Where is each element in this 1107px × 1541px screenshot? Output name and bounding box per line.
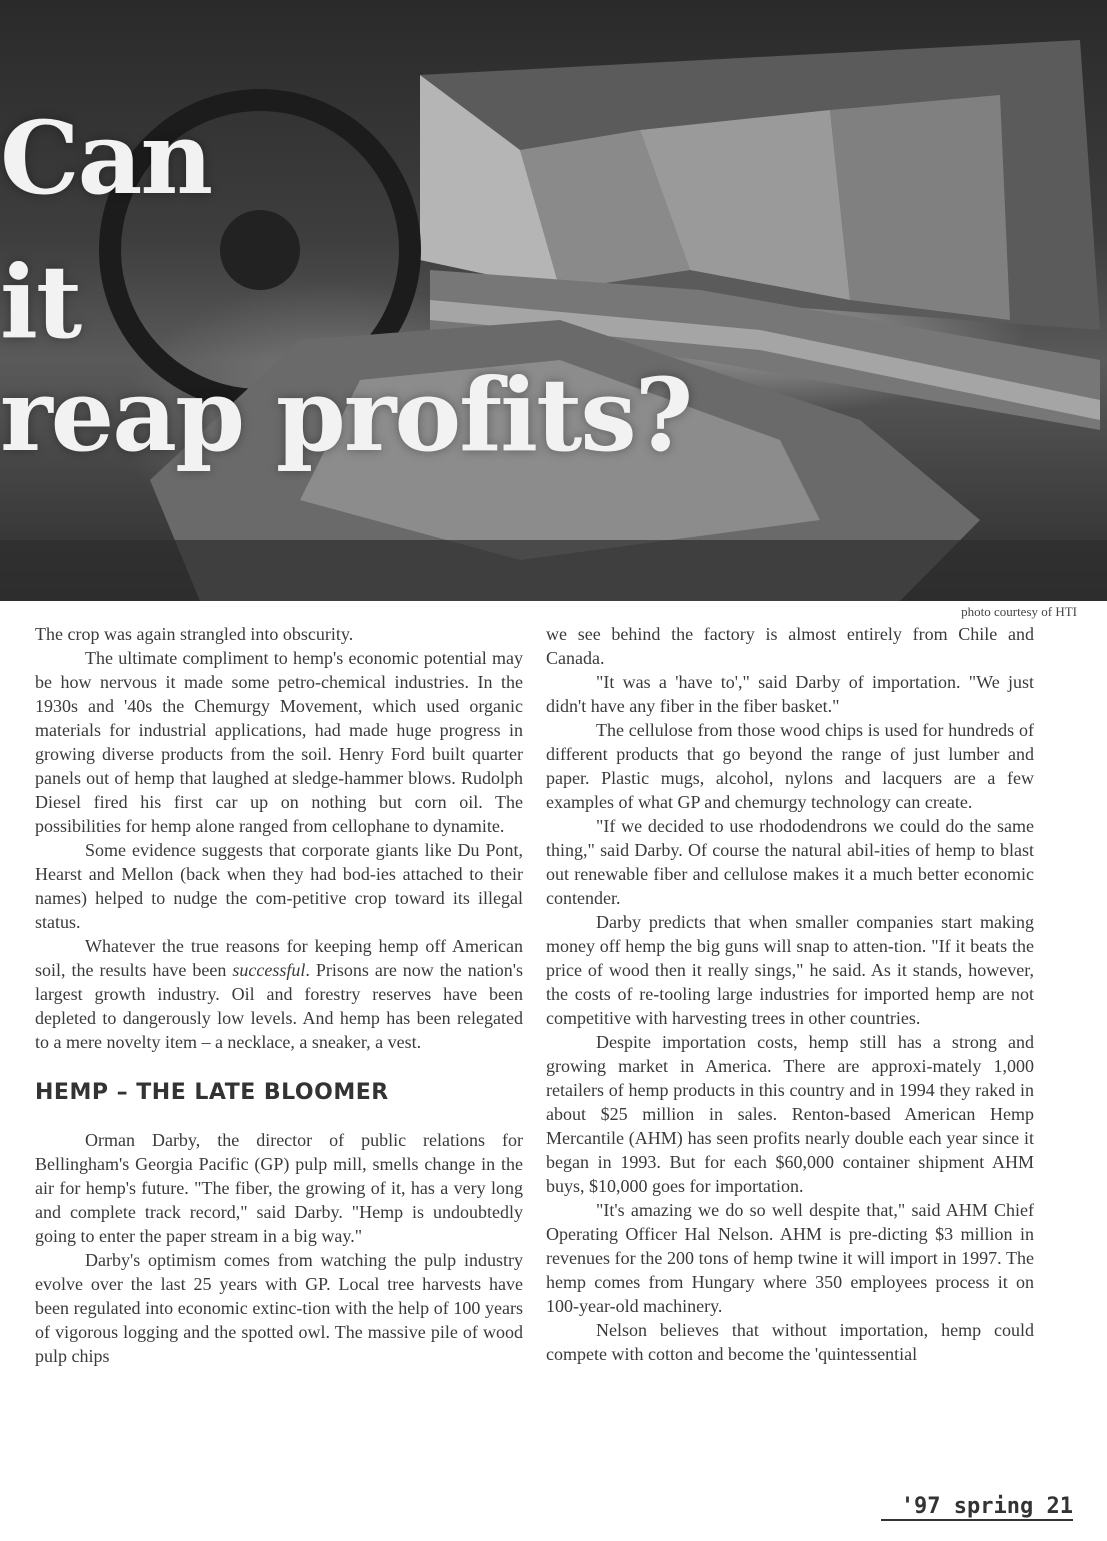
paragraph: Orman Darby, the director of public relations for Bellingham's Georgia Pacific (GP) pulp mill, smells change in the air for hemp's future. "The fiber, the growing of it, has a very long and complete track record," said Darby. "Hemp is undoubtedly going to enter the paper stream in a big way." — [35, 1130, 523, 1246]
headline-line-3: reap profits? — [0, 356, 692, 474]
page-folio: '97 spring 21 — [881, 1494, 1073, 1521]
harvester-illustration — [0, 0, 1107, 601]
section-heading: HEMP – THE LATE BLOOMER — [35, 1080, 389, 1105]
paragraph: Despite importation costs, hemp still has a strong and growing market in America. There are approxi-mately 1,000 retailers of hemp products in this country and in 1994 they raked in about $25 million in sales. Renton-based American Hemp Mercantile (AHM) has seen profits nearly double each year since it began in 1993. But for each $60,000 container shipment AHM buys, $10,000 goes for importation. — [546, 1032, 1034, 1196]
photo-credit: photo courtesy of HTI — [961, 604, 1077, 619]
paragraph: Darby predicts that when smaller companies start making money off hemp the big guns will snap to atten-tion. "If it beats the price of wood then it really sings," he said. As it stands, however, the costs of re-tooling large industries for imported hemp are not competitive with harvesting trees in other countries. — [546, 912, 1034, 1028]
paragraph: The cellulose from those wood chips is used for hundreds of different products that go beyond the range of just lumber and paper. Plastic mugs, alcohol, nylons and lacquers are a few examples of what GP and chemurgy technology can create. — [546, 720, 1034, 812]
headline-line-1: Can — [0, 99, 212, 217]
left-column — [35, 622, 523, 1368]
headline-line-2: it — [0, 243, 81, 361]
paragraph: "It was a 'have to'," said Darby of importation. "We just didn't have any fiber in the fiber basket." — [546, 672, 1034, 716]
paragraph: "It's amazing we do so well despite that," said AHM Chief Operating Officer Hal Nelson. AHM is pre-dicting $3 million in revenues for the 200 tons of hemp twine it will import in 1997. The hemp comes from Hungary where 350 employees process it on 100-year-old machinery. — [546, 1200, 1034, 1316]
paragraph: The crop was again strangled into obscurity. — [35, 624, 354, 644]
paragraph-text: . Prisons are now the nation's largest growth industry. Oil and forestry reserves have been depleted to dangerously low levels. And hemp has been relegated to a mere novelty item – a necklace, a sneaker, a vest. — [35, 960, 523, 1052]
hero-photo — [0, 0, 1107, 601]
emphasis-text: successful — [232, 960, 306, 980]
paragraph: "If we decided to use rhododendrons we could do the same thing," said Darby. Of course the natural abil-ities of hemp to blast out renewable fiber and cellulose makes it a much better economic contender. — [546, 816, 1034, 908]
paragraph: Darby's optimism comes from watching the pulp industry evolve over the last 25 years with GP. Local tree harvests have been regulated into economic extinc-tion with the help of 100 years of vigorous logging and the spotted owl. The massive pile of wood pulp chips — [35, 1250, 523, 1366]
paragraph: Nelson believes that without importation, hemp could compete with cotton and become the 'quintessential — [546, 1320, 1034, 1364]
paragraph — [35, 934, 523, 1054]
paragraph-text: Whatever the true reasons for keeping hemp off American soil, the results have been — [35, 936, 523, 980]
paragraph: Some evidence suggests that corporate giants like Du Pont, Hearst and Mellon (back when they had bod-ies attached to their names) helped to nudge the com-petitive crop toward its illegal status. — [35, 840, 523, 932]
right-column — [546, 622, 1034, 1366]
paragraph: The ultimate compliment to hemp's economic potential may be how nervous it made some petro-chemical industries. In the 1930s and '40s the Chemurgy Movement, which used organic materials for industrial applications, had made huge progress in growing diverse products from the soil. Henry Ford built quarter panels out of hemp that laughed at sledge-hammer blows. Rudolph Diesel fired his first car up on nothing but corn oil. The possibilities for hemp alone ranged from cellophane to dynamite. — [35, 648, 523, 836]
paragraph: we see behind the factory is almost entirely from Chile and Canada. — [546, 624, 1034, 668]
